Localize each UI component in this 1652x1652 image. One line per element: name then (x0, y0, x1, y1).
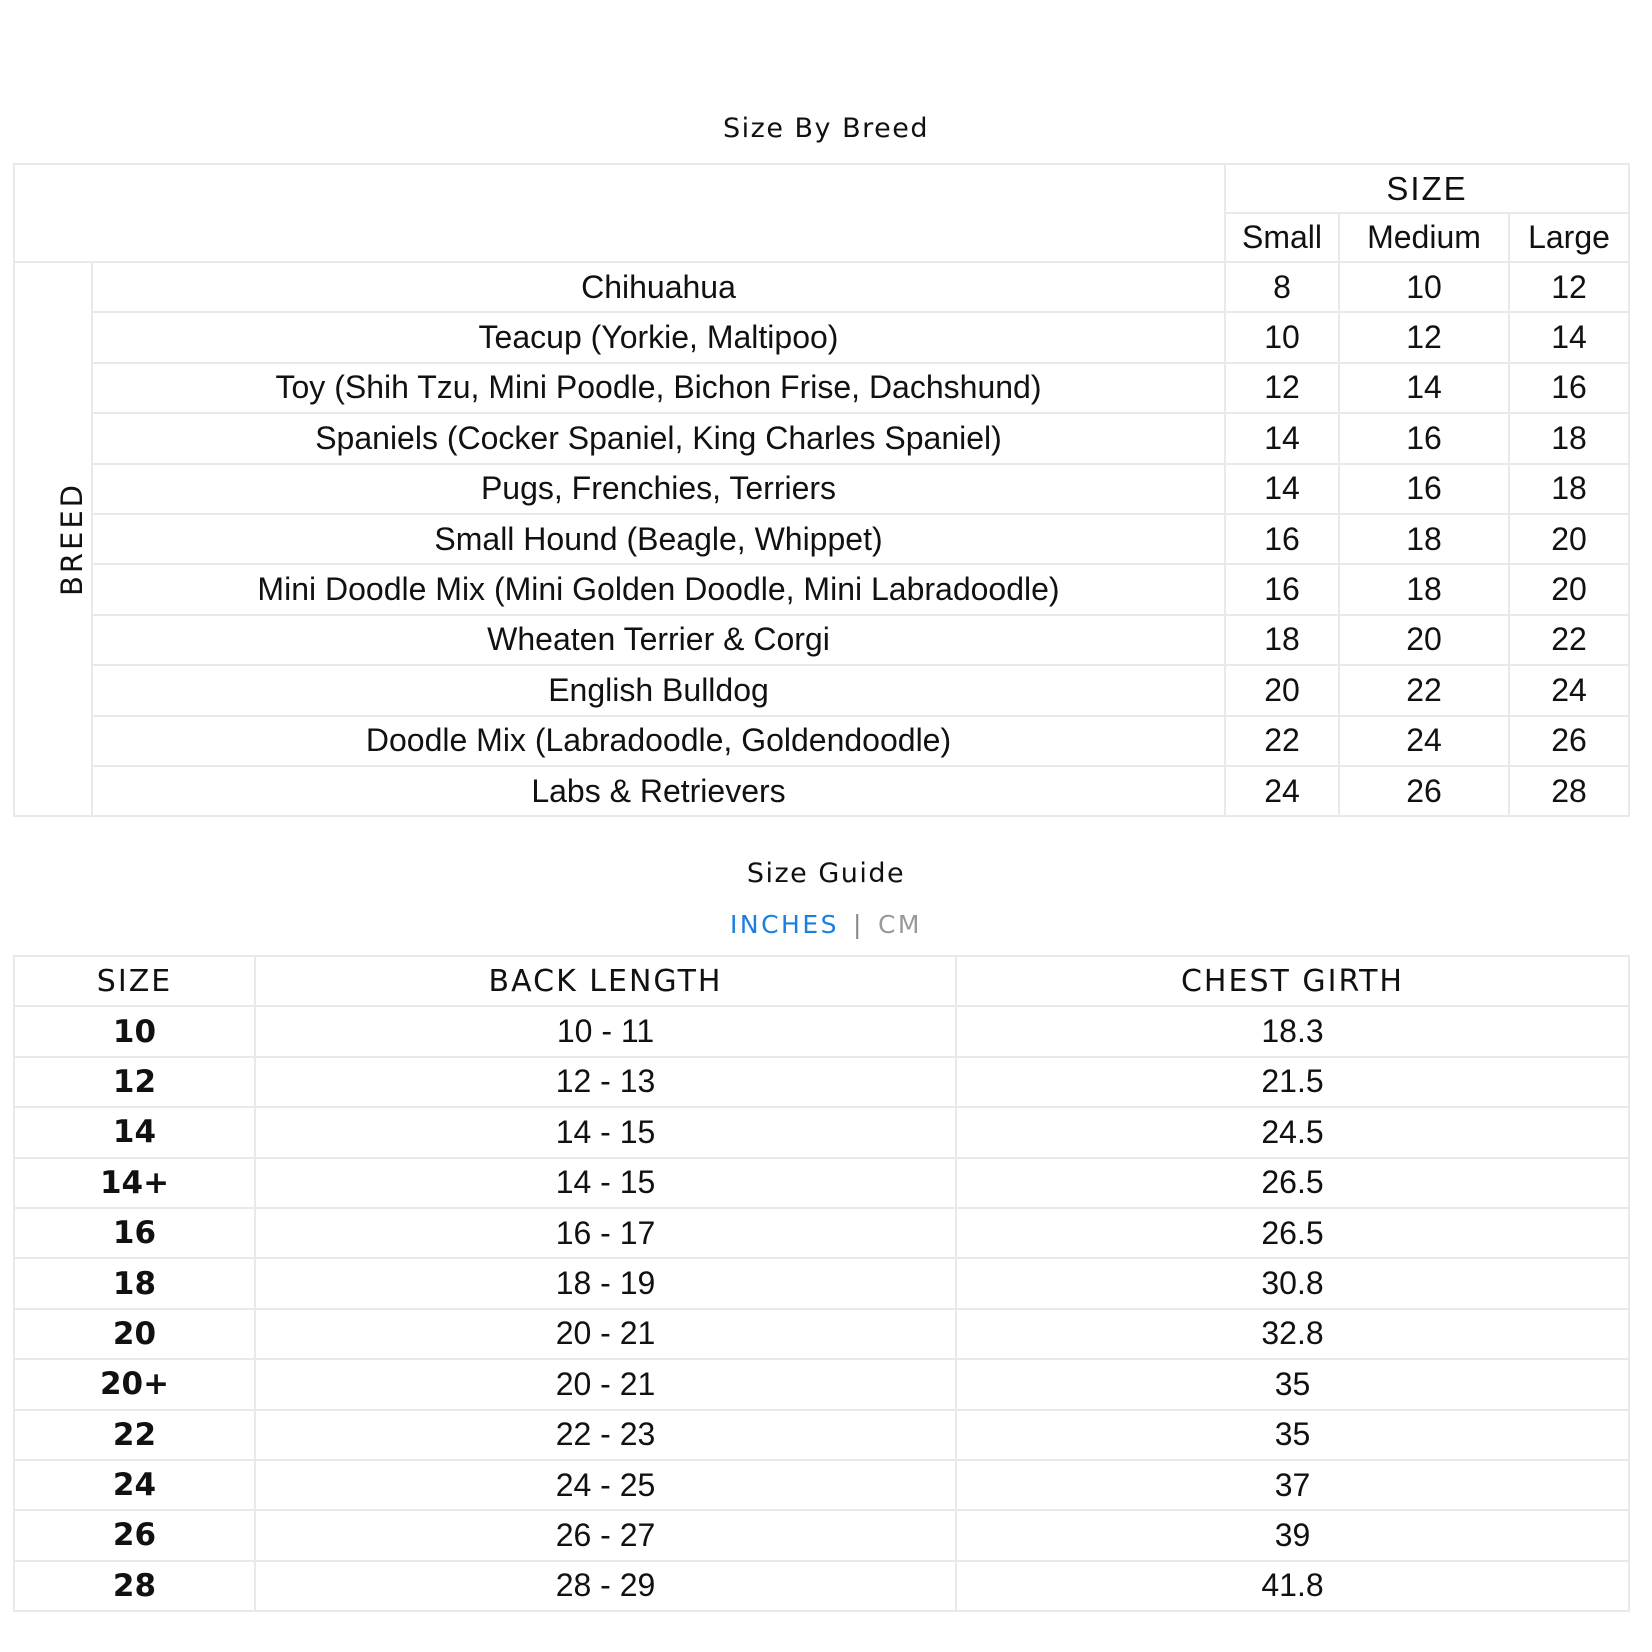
large-size-cell: 12 (1509, 262, 1629, 312)
size-cell: 20 (14, 1309, 255, 1359)
large-size-cell: 24 (1509, 665, 1629, 715)
size-cell: 20+ (14, 1359, 255, 1409)
size-guide-row (14, 1561, 1629, 1611)
medium-size-cell: 12 (1339, 312, 1509, 362)
size-guide-row (14, 1057, 1629, 1107)
back-length-cell: 28 - 29 (255, 1561, 956, 1611)
medium-size-cell: 18 (1339, 514, 1509, 564)
chest-girth-cell: 35 (956, 1359, 1629, 1409)
breed-row (14, 514, 1629, 564)
chest-girth-cell: 30.8 (956, 1258, 1629, 1308)
size-cell: 26 (14, 1510, 255, 1560)
large-size-cell: 26 (1509, 716, 1629, 766)
size-guide-row (14, 1359, 1629, 1409)
chest-girth-cell: 26.5 (956, 1208, 1629, 1258)
small-size-cell: 16 (1225, 514, 1339, 564)
back-length-cell: 20 - 21 (255, 1359, 956, 1409)
size-cell: 16 (14, 1208, 255, 1258)
chest-girth-cell: 37 (956, 1460, 1629, 1510)
empty-header-cell (14, 164, 1225, 262)
chest-girth-cell: 18.3 (956, 1006, 1629, 1056)
large-size-cell: 18 (1509, 464, 1629, 514)
breed-row (14, 363, 1629, 413)
breed-row (14, 413, 1629, 463)
column-header-back-length: BACK LENGTH (255, 956, 956, 1006)
back-length-cell: 24 - 25 (255, 1460, 956, 1510)
breed-name-cell: Wheaten Terrier & Corgi (92, 615, 1225, 665)
large-size-cell: 28 (1509, 766, 1629, 816)
size-guide-row (14, 1410, 1629, 1460)
size-cell: 10 (14, 1006, 255, 1056)
size-guide-row (14, 1460, 1629, 1510)
breed-row-header (14, 262, 92, 816)
back-length-cell: 18 - 19 (255, 1258, 956, 1308)
breed-name-cell: Spaniels (Cocker Spaniel, King Charles Spaniel) (92, 413, 1225, 463)
size-cell: 24 (14, 1460, 255, 1510)
large-size-cell: 20 (1509, 514, 1629, 564)
unit-inches-tab[interactable]: INCHES (730, 910, 840, 939)
breed-row (14, 716, 1629, 766)
size-guide-row (14, 1309, 1629, 1359)
column-header-size: SIZE (14, 956, 255, 1006)
size-cell: 14+ (14, 1158, 255, 1208)
breed-row (14, 312, 1629, 362)
small-size-cell: 18 (1225, 615, 1339, 665)
size-cell: 18 (14, 1258, 255, 1308)
large-size-cell: 14 (1509, 312, 1629, 362)
breed-name-cell: Pugs, Frenchies, Terriers (92, 464, 1225, 514)
medium-size-cell: 20 (1339, 615, 1509, 665)
size-guide-row (14, 1158, 1629, 1208)
breed-row (14, 262, 1629, 312)
size-guide-row (14, 1107, 1629, 1157)
small-size-cell: 20 (1225, 665, 1339, 715)
size-guide-row (14, 1510, 1629, 1560)
medium-size-cell: 16 (1339, 464, 1509, 514)
medium-size-cell: 24 (1339, 716, 1509, 766)
small-size-cell: 14 (1225, 413, 1339, 463)
chest-girth-cell: 39 (956, 1510, 1629, 1560)
column-header-medium: Medium (1339, 213, 1509, 262)
column-header-chest-girth: CHEST GIRTH (956, 956, 1629, 1006)
column-header-small: Small (1225, 213, 1339, 262)
size-guide-row (14, 1208, 1629, 1258)
medium-size-cell: 22 (1339, 665, 1509, 715)
breed-name-cell: Mini Doodle Mix (Mini Golden Doodle, Mini Labradoodle) (92, 564, 1225, 614)
breed-row (14, 464, 1629, 514)
breed-name-cell: Doodle Mix (Labradoodle, Goldendoodle) (92, 716, 1225, 766)
unit-toggle (0, 910, 1652, 939)
chest-girth-cell: 41.8 (956, 1561, 1629, 1611)
chest-girth-cell: 24.5 (956, 1107, 1629, 1157)
medium-size-cell: 14 (1339, 363, 1509, 413)
breed-name-cell: Small Hound (Beagle, Whippet) (92, 514, 1225, 564)
column-header-large: Large (1509, 213, 1629, 262)
back-length-cell: 26 - 27 (255, 1510, 956, 1560)
back-length-cell: 10 - 11 (255, 1006, 956, 1056)
breed-row (14, 564, 1629, 614)
medium-size-cell: 26 (1339, 766, 1509, 816)
back-length-cell: 20 - 21 (255, 1309, 956, 1359)
back-length-cell: 14 - 15 (255, 1107, 956, 1157)
size-guide-row (14, 1258, 1629, 1308)
size-cell: 28 (14, 1561, 255, 1611)
large-size-cell: 20 (1509, 564, 1629, 614)
back-length-cell: 14 - 15 (255, 1158, 956, 1208)
large-size-cell: 22 (1509, 615, 1629, 665)
medium-size-cell: 18 (1339, 564, 1509, 614)
size-cell: 12 (14, 1057, 255, 1107)
size-cell: 22 (14, 1410, 255, 1460)
chest-girth-cell: 32.8 (956, 1309, 1629, 1359)
chest-girth-cell: 21.5 (956, 1057, 1629, 1107)
size-guide-row (14, 1006, 1629, 1056)
medium-size-cell: 16 (1339, 413, 1509, 463)
breed-name-cell: Chihuahua (92, 262, 1225, 312)
breed-row (14, 665, 1629, 715)
size-guide-title: Size Guide (746, 858, 906, 889)
unit-cm-tab[interactable]: CM (877, 910, 922, 939)
size-cell: 14 (14, 1107, 255, 1157)
medium-size-cell: 10 (1339, 262, 1509, 312)
chest-girth-cell: 26.5 (956, 1158, 1629, 1208)
size-guide-table (13, 955, 1630, 1612)
breed-label: BREED (55, 482, 90, 597)
large-size-cell: 16 (1509, 363, 1629, 413)
breed-name-cell: Toy (Shih Tzu, Mini Poodle, Bichon Frise, Dachshund) (92, 363, 1225, 413)
breed-row (14, 615, 1629, 665)
small-size-cell: 8 (1225, 262, 1339, 312)
small-size-cell: 12 (1225, 363, 1339, 413)
size-by-breed-title: Size By Breed (723, 113, 929, 144)
back-length-cell: 12 - 13 (255, 1057, 956, 1107)
small-size-cell: 10 (1225, 312, 1339, 362)
large-size-cell: 18 (1509, 413, 1629, 463)
small-size-cell: 22 (1225, 716, 1339, 766)
breed-name-cell: Labs & Retrievers (92, 766, 1225, 816)
back-length-cell: 16 - 17 (255, 1208, 956, 1258)
unit-separator: | (853, 910, 864, 939)
breed-name-cell: Teacup (Yorkie, Maltipoo) (92, 312, 1225, 362)
small-size-cell: 14 (1225, 464, 1339, 514)
size-header: SIZE (1225, 164, 1629, 213)
small-size-cell: 16 (1225, 564, 1339, 614)
breed-row (14, 766, 1629, 816)
small-size-cell: 24 (1225, 766, 1339, 816)
breed-name-cell: English Bulldog (92, 665, 1225, 715)
size-by-breed-table (13, 163, 1630, 817)
chest-girth-cell: 35 (956, 1410, 1629, 1460)
back-length-cell: 22 - 23 (255, 1410, 956, 1460)
